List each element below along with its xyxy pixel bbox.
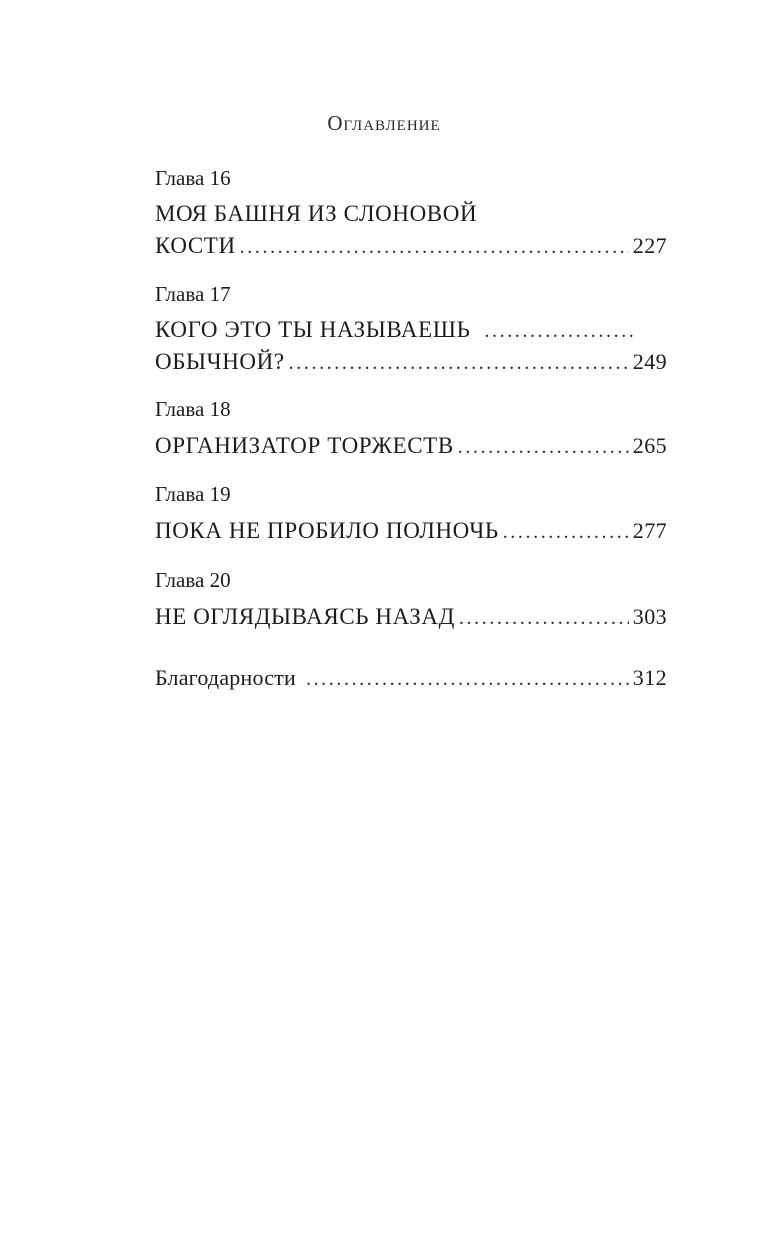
dot-leader xyxy=(459,607,629,630)
dot-leader xyxy=(306,668,629,691)
toc-entry-title: НЕ ОГЛЯДЫВАЯСЬ НАЗАД xyxy=(155,604,455,629)
dot-leader xyxy=(289,352,629,375)
chapter-label: Глава 17 xyxy=(155,282,231,306)
toc-entry-title: КОГО ЭТО ТЫ НАЗЫВАЕШЬ xyxy=(155,317,471,342)
page-number: 312 xyxy=(632,665,667,690)
toc-entry-title: КОСТИ xyxy=(155,233,236,258)
chapter-label: Глава 18 xyxy=(155,397,231,421)
dot-leader xyxy=(458,436,629,459)
page-number: 227 xyxy=(632,233,667,258)
page-number: 249 xyxy=(632,349,667,374)
toc-entry-line[interactable] xyxy=(155,604,667,634)
toc-entry-line[interactable] xyxy=(155,349,667,379)
toc-entry-title: МОЯ БАШНЯ ИЗ СЛОНОВОЙ xyxy=(155,201,478,226)
toc-entry-title: Благодарности xyxy=(155,665,296,690)
toc-entry-line[interactable] xyxy=(155,433,667,463)
chapter-label: Глава 19 xyxy=(155,482,231,506)
toc-entry-line[interactable] xyxy=(155,317,667,347)
page-number: 265 xyxy=(632,433,667,458)
toc-entry-title: ПОКА НЕ ПРОБИЛО ПОЛНОЧЬ xyxy=(155,518,499,543)
toc-entry-line[interactable] xyxy=(155,201,667,231)
chapter-label: Глава 16 xyxy=(155,166,231,190)
chapter-label: Глава 20 xyxy=(155,568,231,592)
page-number: 277 xyxy=(632,518,667,543)
toc-entry-line[interactable] xyxy=(155,233,667,263)
toc-entry-title: ОБЫЧНОЙ? xyxy=(155,349,285,374)
toc-entry-title: ОРГАНИЗАТОР ТОРЖЕСТВ xyxy=(155,433,454,458)
toc-entry-line[interactable] xyxy=(155,665,667,695)
dot-leader xyxy=(240,236,629,259)
dot-leader xyxy=(503,521,629,544)
dot-leader xyxy=(484,320,634,343)
page-title: Оглавление xyxy=(327,111,441,135)
toc-entry-line[interactable] xyxy=(155,518,667,548)
page-number: 303 xyxy=(632,604,667,629)
